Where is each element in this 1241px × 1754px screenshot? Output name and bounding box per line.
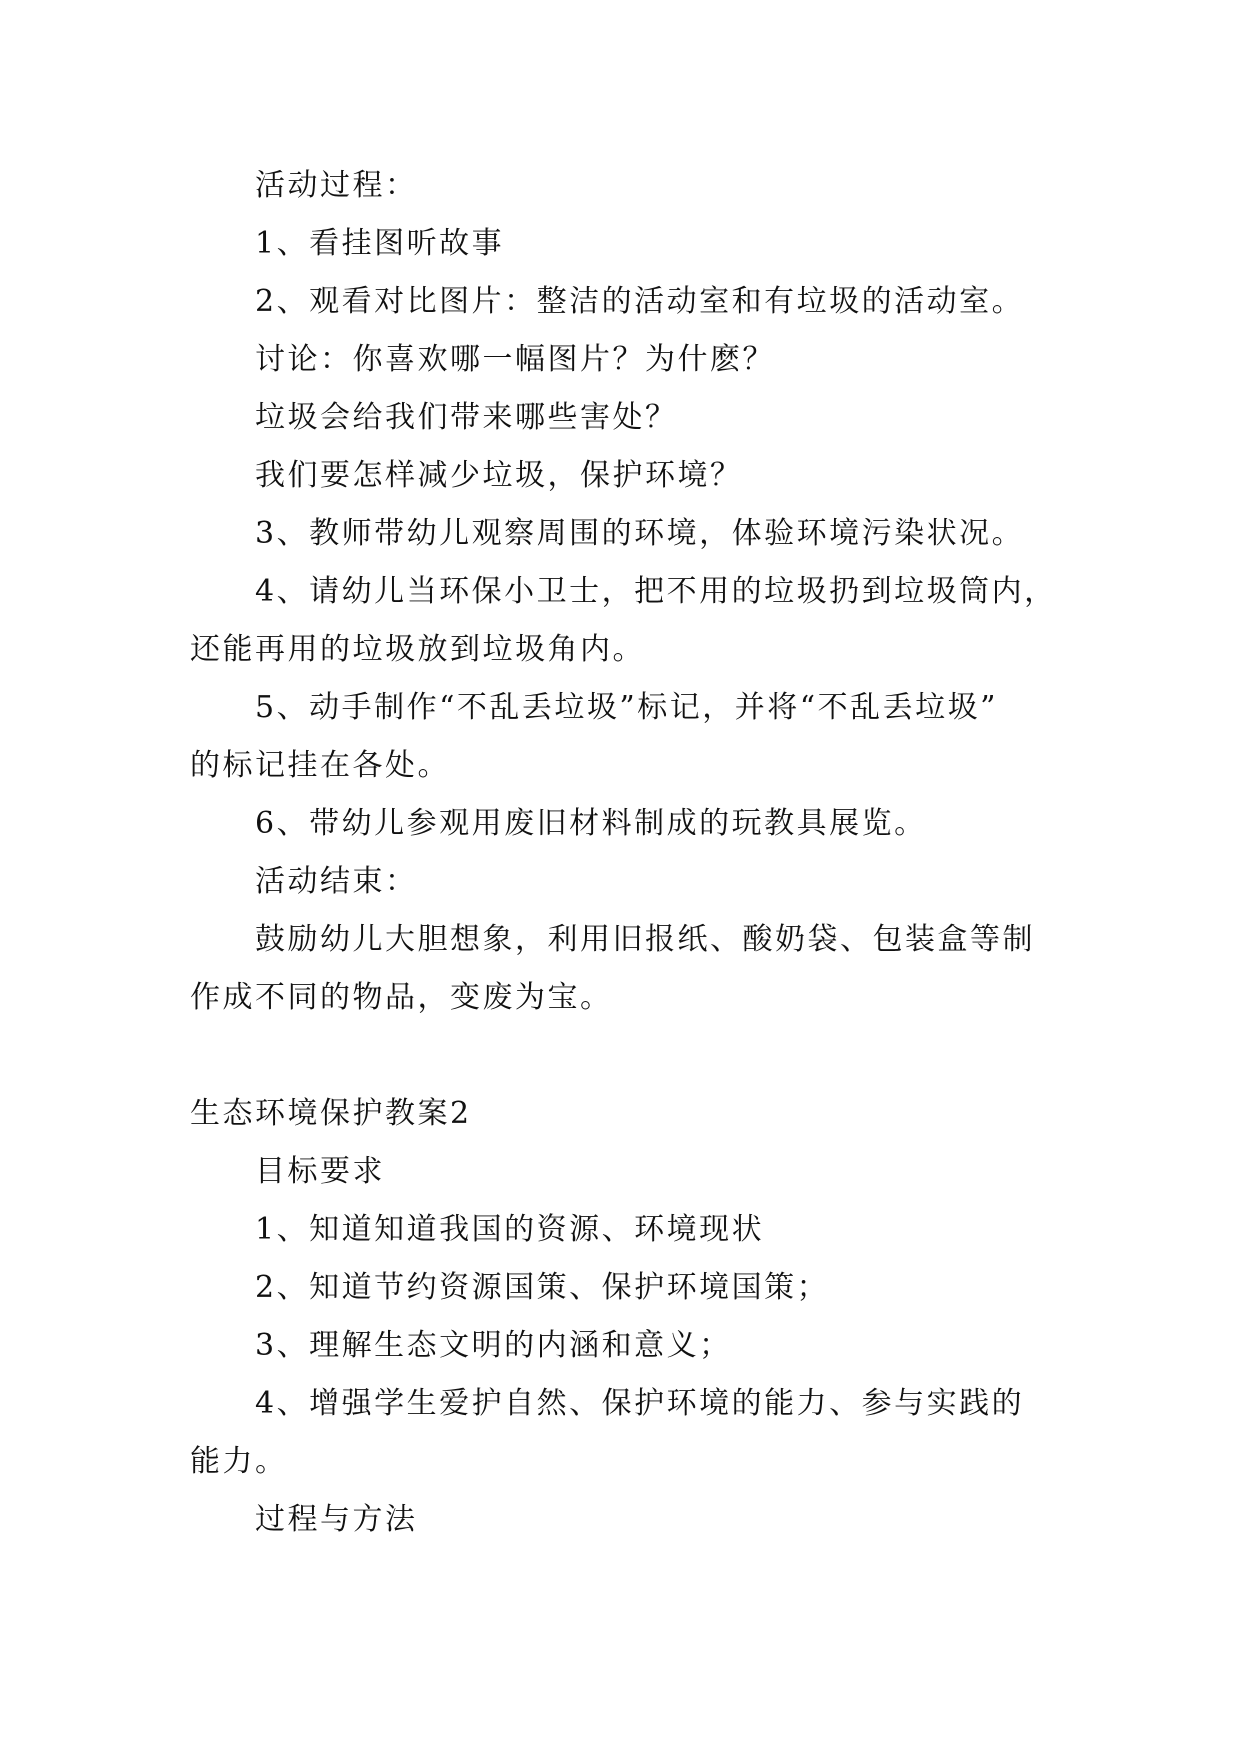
paragraph-line: 1、知道知道我国的资源、环境现状 — [255, 1212, 765, 1247]
paragraph-line: 鼓励幼儿大胆想象，利用旧报纸、酸奶袋、包装盒等制 — [255, 922, 1035, 957]
paragraph-line: 2、观看对比图片：整洁的活动室和有垃圾的活动室。 — [255, 284, 1025, 319]
paragraph-line: 的标记挂在各处。 — [190, 748, 450, 783]
paragraph-line: 目标要求 — [255, 1154, 385, 1189]
paragraph-line: 3、理解生态文明的内涵和意义； — [255, 1328, 732, 1363]
paragraph-line: 还能再用的垃圾放到垃圾角内。 — [190, 632, 645, 667]
paragraph-line: 垃圾会给我们带来哪些害处？ — [255, 400, 678, 435]
paragraph-line: 2、知道节约资源国策、保护环境国策； — [255, 1270, 830, 1305]
paragraph-line: 活动过程： — [255, 168, 418, 203]
paragraph-line: 3、教师带幼儿观察周围的环境，体验环境污染状况。 — [255, 516, 1025, 551]
paragraph-line: 讨论：你喜欢哪一幅图片？为什麽？ — [255, 342, 775, 377]
paragraph-line: 6、带幼儿参观用废旧材料制成的玩教具展览。 — [255, 806, 927, 841]
paragraph-line: 1、看挂图听故事 — [255, 226, 505, 261]
paragraph-line: 过程与方法 — [255, 1502, 418, 1537]
paragraph-line: 作成不同的物品，变废为宝。 — [190, 980, 613, 1015]
paragraph-line: 我们要怎样减少垃圾，保护环境？ — [255, 458, 743, 493]
section-heading: 生态环境保护教案2 — [190, 1096, 472, 1131]
paragraph-line: 4、增强学生爱护自然、保护环境的能力、参与实践的 — [255, 1386, 1025, 1421]
paragraph-line: 5、动手制作“不乱丢垃圾”标记，并将“不乱丢垃圾” — [255, 690, 998, 725]
paragraph-line: 能力。 — [190, 1444, 288, 1479]
paragraph-line: 4、请幼儿当环保小卫士，把不用的垃圾扔到垃圾筒内， — [255, 574, 1057, 609]
paragraph-line: 活动结束： — [255, 864, 418, 899]
